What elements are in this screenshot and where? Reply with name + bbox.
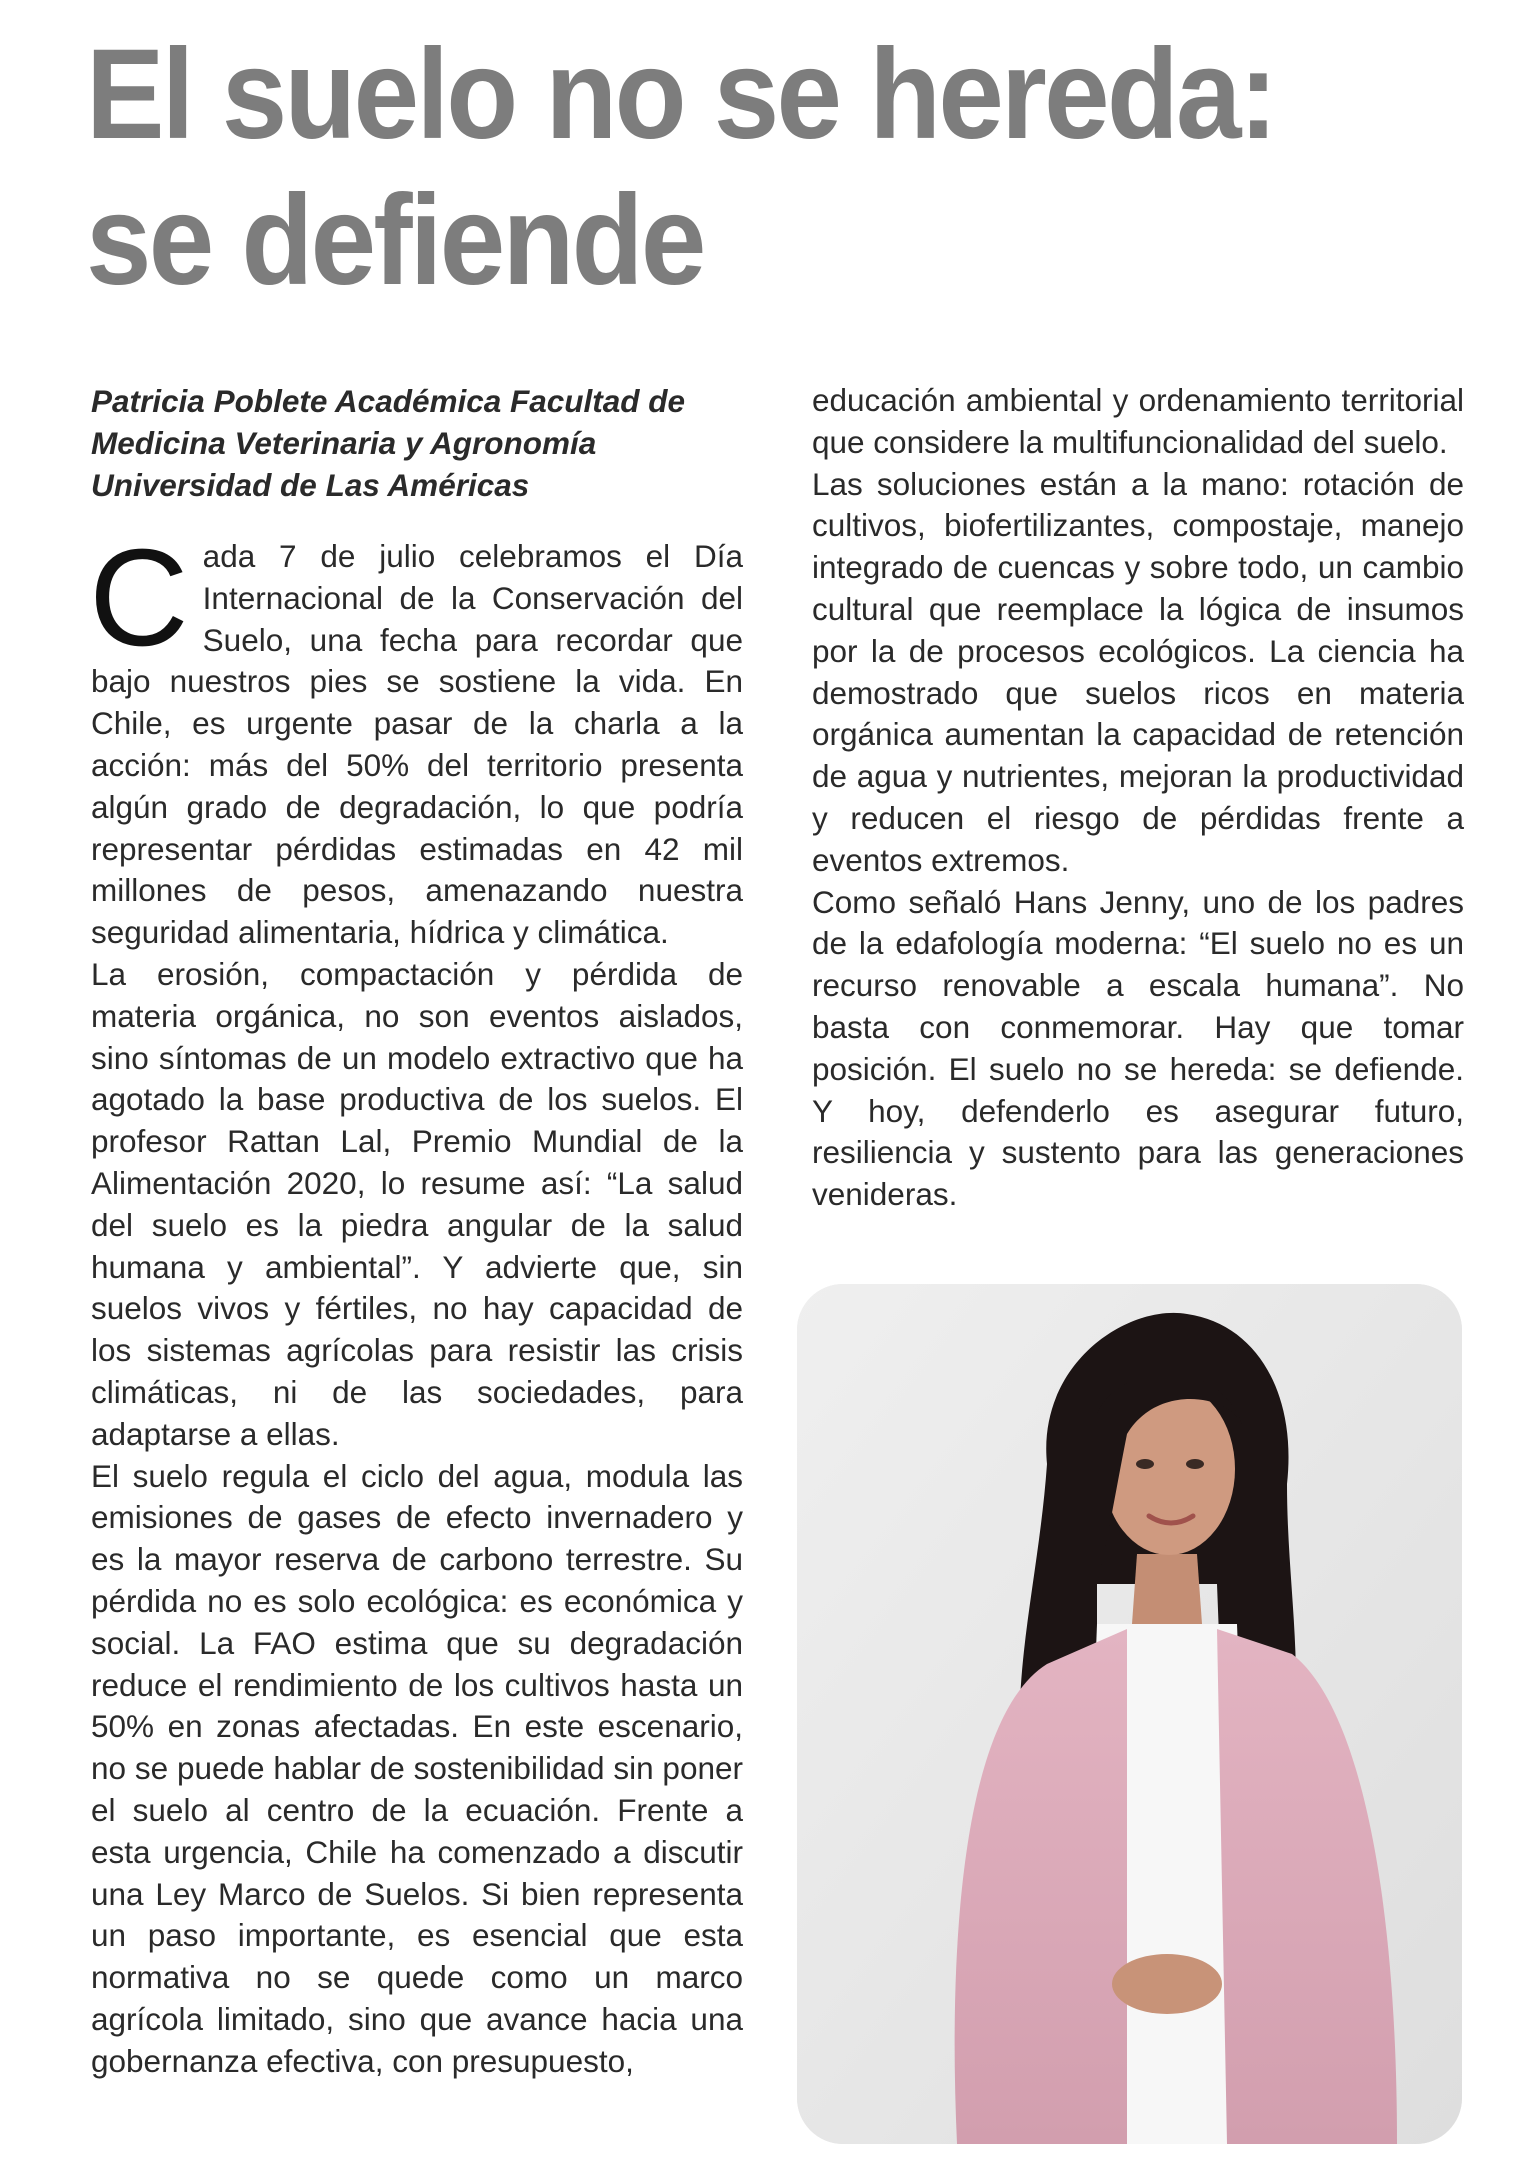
neck-shape	[1132, 1554, 1202, 1624]
paragraph-1	[89, 521, 743, 954]
drop-cap: C	[89, 521, 189, 675]
author-byline	[91, 380, 743, 506]
paragraph-6: Como señaló Hans Jenny, uno de los padres de la edafología moderna: “El suelo no es un recurso renovable a escala humana”. No basta con conmemorar. Hay que tomar posición. El suelo no se hereda: se defiende. Y hoy, defenderlo es asegurar futuro, resiliencia y sustento para las generaciones venideras.	[812, 883, 1464, 1213]
paragraph-1-text: ada 7 de julio celebramos el Día Internacional de la Conservación del Suelo, una fecha para recordar que bajo nuestros pies se sostiene la vida. En Chile, es urgente pasar de la charla a la acción: más del 50% del territorio presenta algún grado de degradación, lo que podría representar pérdidas estimadas en 42 mil millones de pesos, amenazando nuestra seguridad alimentaria, hídrica y climática.	[91, 538, 743, 951]
headline-line-2: se defiende	[86, 169, 704, 312]
paragraph-2: La erosión, compactación y pérdida de materia orgánica, no son eventos aislados, sino síntomas de un modelo extractivo que ha agotado la base productiva de los suelos. El profesor Rattan Lal, Premio Mundial de la Alimentación 2020, lo resume así: “La salud del suelo es la piedra angular de la salud humana y ambiental”. Y advierte que, sin suelos vivos y fértiles, no hay capacidad de los sistemas agrícolas para resistir las crisis climáticas, ni de las sociedades, para adaptarse a ellas.	[91, 955, 743, 1452]
byline-line-3: Universidad de Las Américas	[91, 467, 530, 503]
eye-right	[1186, 1459, 1204, 1469]
paragraph-5: Las soluciones están a la mano: rotación de cultivos, biofertilizantes, compostaje, manejo integrado de cuencas y sobre todo, un cambio cultural que reemplace la lógica de insumos por la de procesos ecológicos. La ciencia ha demostrado que suelos ricos en materia orgánica aumentan la capacidad de retención de agua y nutrientes, mejoran la productividad y reducen el riesgo de pérdidas frente a eventos extremos.	[812, 465, 1464, 878]
byline-line-2: Medicina Veterinaria y Agronomía	[91, 425, 597, 461]
byline-line-1: Patricia Poblete Académica Facultad de	[91, 383, 686, 419]
article-column-left	[91, 380, 743, 2082]
author-portrait-photo	[797, 1284, 1462, 2144]
article-headline	[86, 22, 1374, 314]
article-column-right	[812, 380, 1464, 1216]
paragraph-4: educación ambiental y ordenamiento territorial que considere la multifuncionalidad del suelo.	[812, 382, 1464, 460]
paragraph-3: El suelo regula el ciclo del agua, modula las emisiones de gases de efecto invernadero y es la mayor reserva de carbono terrestre. Su pérdida no es solo ecológica: es económica y social. La FAO estima que su degradación reduce el rendimiento de los cultivos hasta un 50% en zonas afectadas. En este escenario, no se puede hablar de sostenibilidad sin poner el suelo al centro de la ecuación. Frente a esta urgencia, Chile ha comenzado a discutir una Ley Marco de Suelos. Si bien representa un paso importante, es esencial que esta normativa no se quede como un marco agrícola limitado, sino que avance hacia una gobernanza efectiva, con presupuesto,	[91, 1457, 743, 2079]
eye-left	[1136, 1459, 1154, 1469]
hands-shape	[1112, 1954, 1222, 2014]
headline-line-1: El suelo no se hereda:	[86, 23, 1276, 166]
portrait-illustration	[797, 1284, 1462, 2144]
